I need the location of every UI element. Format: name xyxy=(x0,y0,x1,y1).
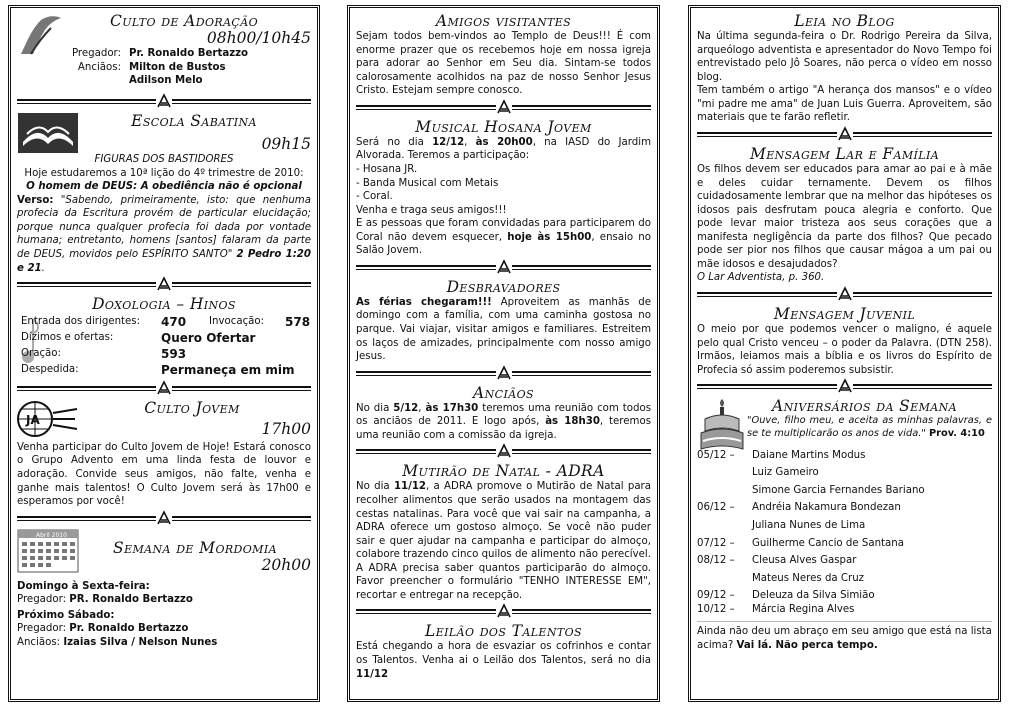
aniversarios-quote: "Ouve, filho meu, e aceita as minhas palavras, e se te multiplicarão os anos de vida." Prov. 4:10 xyxy=(747,415,992,439)
mordomia-title: Semana de Mordomia xyxy=(113,538,277,557)
church-logo-icon xyxy=(156,276,172,292)
music-note-icon xyxy=(19,317,41,369)
hymn-name-despedida: Permaneça em mim xyxy=(161,362,295,377)
desbravadores-text: As férias chegaram!!! Aproveitem as manhãs de domingo com a família, com uma caminha gostosa no parque. Vai viajar, visitar amigos e familiares. Estreitem os laços de amizades, principalmente com nosso amigo Jesus. xyxy=(356,296,651,363)
escola-sabatina-title: Escola Sabatina xyxy=(131,112,257,130)
church-logo-icon xyxy=(496,443,512,459)
anciao-1: Milton de Bustos xyxy=(129,61,226,73)
musical-item: - Coral. xyxy=(356,191,393,203)
aniversarios-footer: Ainda não deu um abraço em seu amigo que está na lista acima? Vai lá. Não perca tempo. xyxy=(697,626,992,651)
mutirao-section xyxy=(356,462,651,602)
svg-text:JA: JA xyxy=(26,412,40,427)
column-1 xyxy=(8,5,320,702)
hymn-number-invocacao: 578 xyxy=(285,315,311,330)
section-divider xyxy=(17,381,311,397)
culto-jovem-time: 17h00 xyxy=(261,419,311,438)
pregador-name: Pr. Ronaldo Bertazzo xyxy=(129,48,249,59)
church-logo-icon xyxy=(156,510,172,526)
pregador-label: Pregador: xyxy=(71,48,121,59)
hymn-name-dizimos: Quero Ofertar xyxy=(161,331,256,346)
leilao-title: Leilão dos Talentos xyxy=(425,622,582,641)
musical-item: - Hosana JR. xyxy=(356,163,418,175)
mordomia-schedule-2: Próximo Sábado: xyxy=(17,609,115,621)
doxologia-section xyxy=(17,295,311,379)
blog-title: Leia no Blog xyxy=(794,12,895,30)
hymn-label-invocacao: Invocação: xyxy=(209,316,265,328)
section-divider xyxy=(17,94,311,110)
leilao-section xyxy=(356,622,651,681)
musical-invite: Venha e traga seus amigos!!! xyxy=(356,204,507,216)
column-3 xyxy=(688,5,1001,702)
desbravadores-title: Desbravadores xyxy=(446,277,561,296)
section-divider xyxy=(356,260,651,276)
list-item: 06/12 – Andréia Nakamura Bondezan xyxy=(697,502,901,514)
section-divider xyxy=(356,604,651,620)
section-divider xyxy=(17,277,311,293)
list-item: 05/12 – Daiane Martins Modus xyxy=(697,449,866,461)
ancioes-label: Anciãos: xyxy=(77,61,121,73)
church-logo-icon xyxy=(156,93,172,109)
blog-section xyxy=(697,12,992,125)
amigos-text: Sejam todos bem-vindos ao Templo de Deus!!! É com enorme prazer que os recebemos hoje em nossa igreja para adorar ao Senhor em Seu dia. Sintam-se todos calorosamente acolhidos na paz de nosso Senhor Jesus Cristo. Estejam sempre conosco. xyxy=(356,31,651,97)
birthday-cake-icon xyxy=(699,397,745,453)
praying-hands-icon xyxy=(17,12,65,58)
section-divider xyxy=(697,127,992,143)
musical-coral-text: E as pessoas que foram convidadas para participarem do Coral não devem esquecer, hoje às 15h00, ensaio no Salão Jovem. xyxy=(356,218,651,257)
church-logo-icon xyxy=(837,126,853,142)
section-divider xyxy=(697,287,992,303)
aniversarios-title: Aniversários da Semana xyxy=(772,397,957,416)
mordomia-ancioes: Izaias Silva / Nelson Nunes xyxy=(63,636,218,648)
mutirao-title: Mutirão de Natal - ADRA xyxy=(402,462,605,481)
ja-globe-logo-icon xyxy=(17,399,79,439)
culto-jovem-title: Culto Jovem xyxy=(144,398,240,417)
hymn-number-oracao: 593 xyxy=(161,346,187,361)
list-item: 08/12 – Cleusa Alves Gaspar xyxy=(697,555,857,567)
lar-familia-source: O Lar Adventista, p. 360. xyxy=(697,272,825,284)
mordomia-pregador-label-2: Pregador: xyxy=(17,623,67,635)
lar-familia-section xyxy=(697,145,992,285)
lar-familia-title: Mensagem Lar e Família xyxy=(749,144,940,163)
verso-paragraph: Verso: "Sabendo, primeiramente, isto: que nenhuma profecia da Escritura provém de particular elucidação; porque nunca qualquer profecia foi dada por vontade humana; entretanto, homens [santos] falaram da parte de DEUS, movidos pelo ESPÍRITO SANTO" 2 Pedro 1:20 e 21. xyxy=(17,194,311,274)
church-logo-icon xyxy=(496,99,512,115)
culto-adoracao-title: Culto de Adoração xyxy=(109,12,259,30)
amigos-title: Amigos visitantes xyxy=(435,12,572,30)
svg-text:Abril 2010: Abril 2010 xyxy=(36,531,67,539)
open-bible-logo-icon xyxy=(17,112,79,154)
list-item: Mateus Neres da Cruz xyxy=(752,572,865,584)
escola-sabatina-section xyxy=(17,112,311,275)
ancioes-section xyxy=(356,384,651,443)
escola-sabatina-time: 09h15 xyxy=(261,135,311,153)
musical-item: - Banda Musical com Metais xyxy=(356,177,499,189)
list-item: Juliana Nunes de Lima xyxy=(752,519,866,531)
culto-jovem-text: Venha participar do Culto Jovem de Hoje! Estará conosco o Grupo Advento em uma linda festa de louvor e adoração. Convide seus amigos, não falte, venha e ganhe mais talentos! O Culto Jovem será às 17h00 e esperamos por você! xyxy=(17,441,311,508)
church-logo-icon xyxy=(156,380,172,396)
section-divider xyxy=(356,366,651,382)
musical-section xyxy=(356,118,651,258)
juvenil-title: Mensagem Juvenil xyxy=(773,305,916,323)
lesson-title: O homem de DEUS: A obediência não é opcional xyxy=(26,181,302,193)
amigos-section xyxy=(356,12,651,98)
ancioes-title: Anciãos xyxy=(473,383,534,402)
section-divider xyxy=(697,379,992,395)
birthday-list xyxy=(697,447,992,619)
list-item: 09/12 – Deleuza da Silva Simião xyxy=(697,590,875,602)
hymn-label-oracao: Oração: xyxy=(21,347,61,359)
section-divider xyxy=(356,100,651,116)
aniversarios-section xyxy=(697,397,992,652)
mordomia-pregador: PR. Ronaldo Bertazzo xyxy=(69,594,193,606)
hymn-label-entrada: Entrada dos dirigentes: xyxy=(21,316,141,328)
hymn-number-entrada: 470 xyxy=(161,315,187,330)
calendar-icon xyxy=(17,529,79,573)
mordomia-ancioes-label: Anciãos: xyxy=(17,636,61,648)
doxologia-title: Doxologia – Hinos xyxy=(92,295,236,314)
mordomia-schedule-1: Domingo à Sexta-feira: xyxy=(17,580,150,592)
escola-line: Hoje estudaremos a 10ª lição do 4º trimestre de 2010: xyxy=(24,167,304,179)
mordomia-pregador-2: Pr. Ronaldo Bertazzo xyxy=(69,623,189,635)
culto-jovem-section xyxy=(17,399,311,509)
column-2 xyxy=(347,5,660,702)
musical-title: Musical Hosana Jovem xyxy=(415,117,592,136)
section-divider xyxy=(356,444,651,460)
blog-paragraph-1: Na última segunda-feira o Dr. Rodrigo Pereira da Silva, arqueólogo adventista e apresentador do Novo Tempo foi entrevistado pelo Jô Soares, não perca o vídeo em nosso blog. xyxy=(697,31,992,83)
musical-text: Será no dia 12/12, às 20h00, na IASD do Jardim Alvorada. Teremos a participação: xyxy=(356,136,651,162)
church-logo-icon xyxy=(496,365,512,381)
culto-adoracao-section xyxy=(17,12,311,92)
juvenil-text: O meio por que podemos vencer o maligno, é aquele pelo qual Cristo venceu – o poder da Palavra. (DTN 258). Irmãos, leiamos mais a bíblia e os livros do Espírito de Profecia só assim poderemos subsistir. xyxy=(697,324,992,376)
church-logo-icon xyxy=(496,259,512,275)
hymn-label-despedida: Despedida: xyxy=(21,363,79,375)
escola-subtitle: FIGURAS DOS BASTIDORES xyxy=(94,154,234,165)
desbravadores-section xyxy=(356,278,651,364)
lar-familia-text: Os filhos devem ser educados para amar ao pai e à mãe e deles cuidar ternamente. Devem os filhos cuidadosamente lembrar que na melhor das hipóteses os idosos pais desfrutam pouca alegria e conforto. Que pode levar maior tristeza aos seus corações que a manifesta negligência da parte dos filhos? Que pecado pode ser pior nos filhos que causar mágoa a um pai ou mãe idosos e desajudados? xyxy=(697,163,992,270)
church-logo-icon xyxy=(496,603,512,619)
leilao-text: Está chegando a hora de esvaziar os cofrinhos e contar os Talentos. Venha ai o Leilão dos Talentos, será no dia 11/12 xyxy=(356,641,651,680)
hymn-label-dizimos: Dízimos e ofertas: xyxy=(21,332,114,344)
section-divider xyxy=(17,511,311,527)
church-logo-icon xyxy=(837,286,853,302)
mordomia-section xyxy=(17,529,311,650)
list-item: Luiz Gameiro xyxy=(752,467,819,479)
blog-paragraph-2: Tem também o artigo "A herança dos mansos" e o vídeo "mi padre me ama" de Juan Luis Guerra. Aproveitem, são materiais que te farão refletir. xyxy=(697,85,992,124)
mordomia-time: 20h00 xyxy=(261,555,311,574)
mordomia-pregador-label: Pregador: xyxy=(17,594,67,606)
list-item: 10/12 – Márcia Regina Alves xyxy=(697,603,855,615)
list-item: 07/12 – Guilherme Cancio de Santana xyxy=(697,537,904,549)
juvenil-section xyxy=(697,305,992,377)
ancioes-text: No dia 5/12, às 17h30 teremos uma reunião com todos os anciãos de 2011. E logo após, às 18h30, teremos uma reunião com a comissão da igreja. xyxy=(356,402,651,441)
culto-adoracao-time: 08h00/10h45 xyxy=(206,29,311,47)
mutirao-text: No dia 11/12, a ADRA promove o Mutirão de Natal para recolher alimentos que serão usados na montagem das cestas natalinas. Para você que vai sair na campanha, a ADRA oferece um gostoso almoço. Se você não puder sair e quer ajudar na campanha e participar do almoço, colabore trazendo cinco quilos de alimento não perecível. A ADRA precisa saber quantos participarão do almoço. Favor preencher o formulário "TENHO INTERESSE EM", recortar e entregar na recepção. xyxy=(356,481,651,601)
list-item: Simone Garcia Fernandes Bariano xyxy=(752,484,925,496)
church-logo-icon xyxy=(837,378,853,394)
anciao-2: Adilson Melo xyxy=(129,75,203,87)
